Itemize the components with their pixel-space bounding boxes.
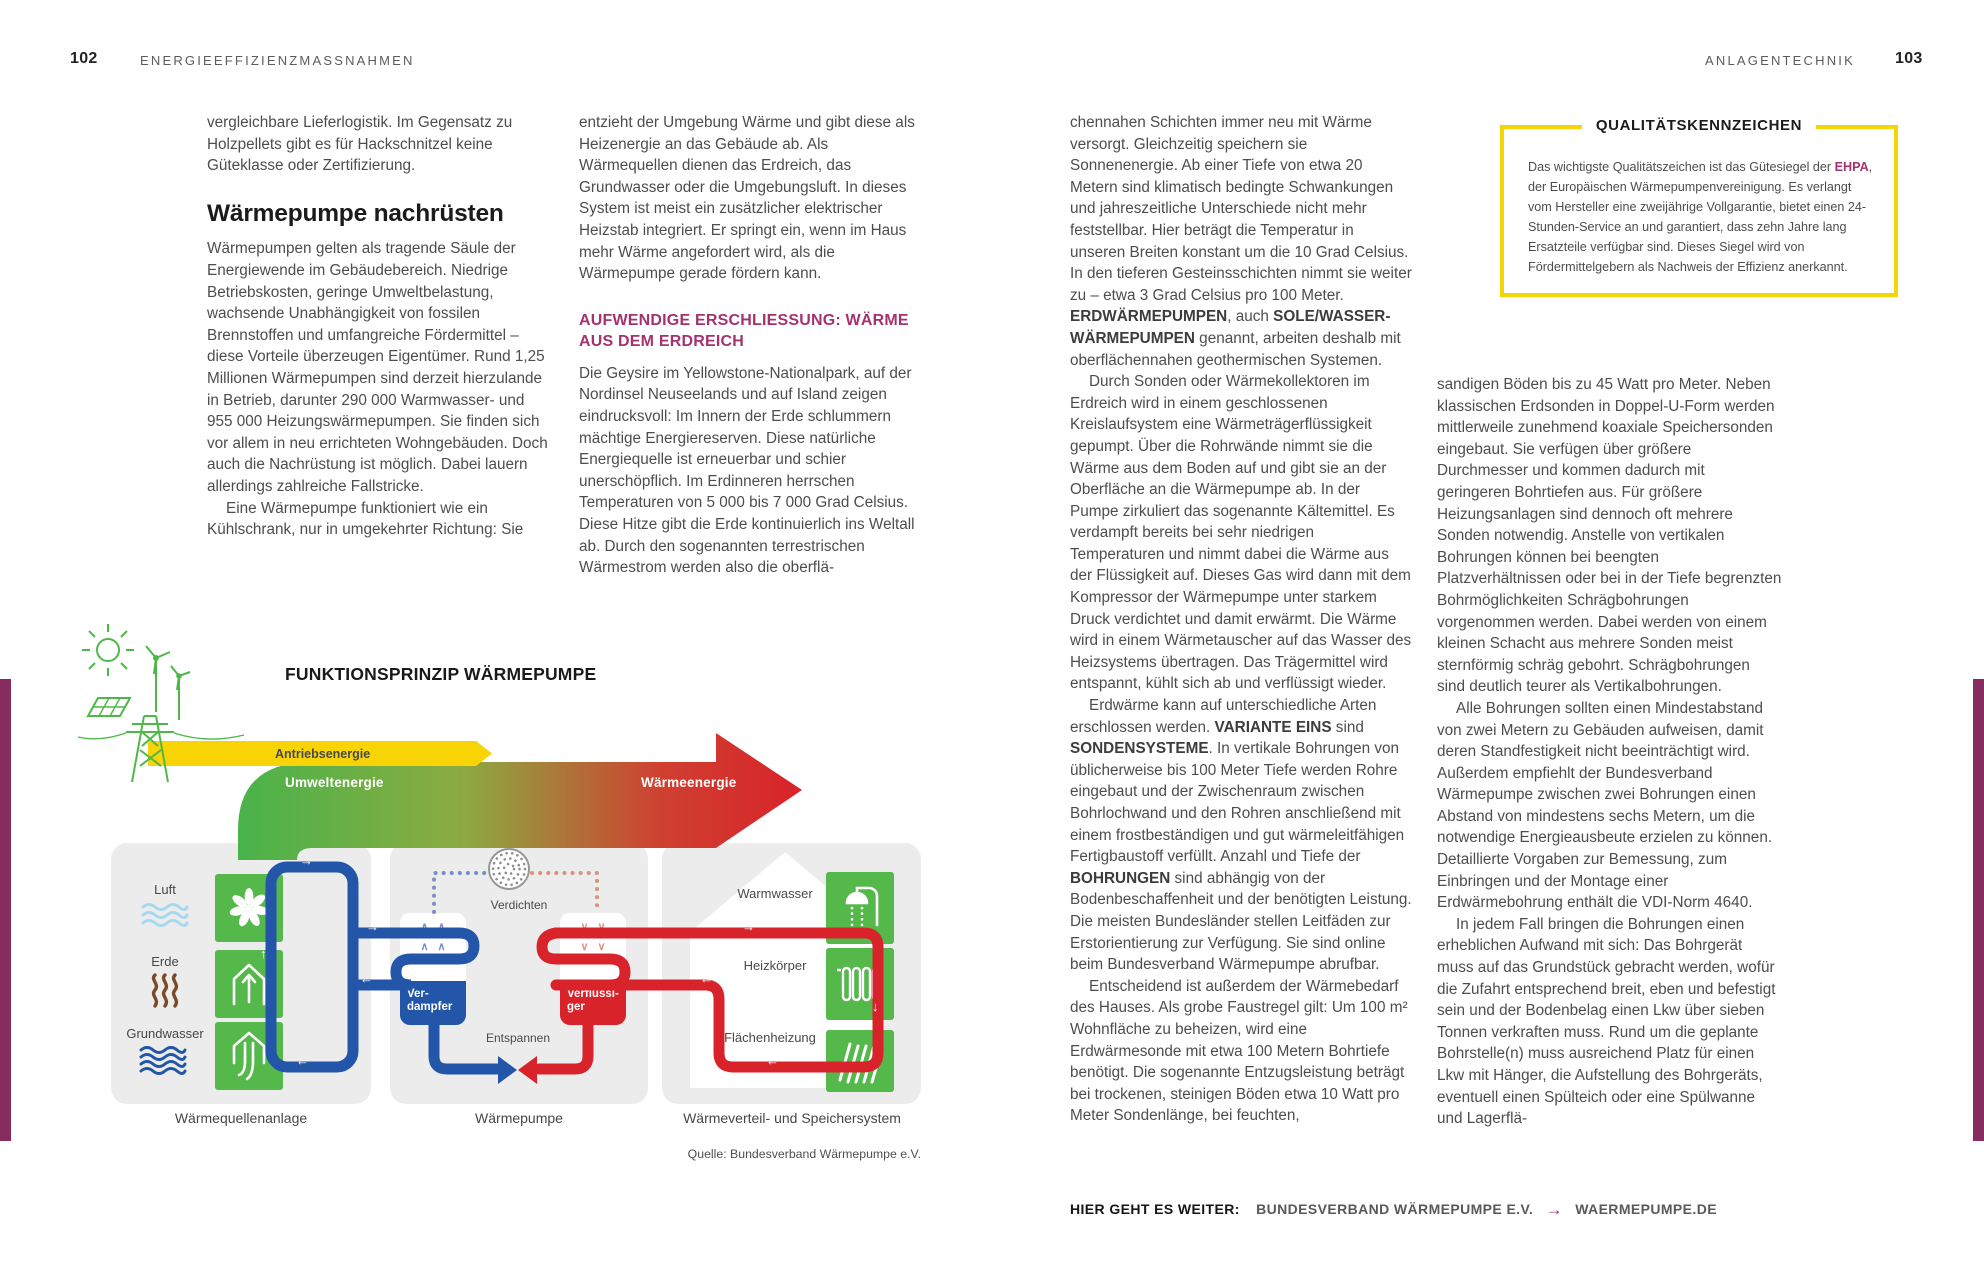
flow-arrow-icon: ← bbox=[700, 971, 713, 986]
refrigerant-pipe-cold bbox=[434, 1021, 497, 1069]
hot-water-label: Warmwasser bbox=[737, 886, 813, 901]
condenser-coil-pipe bbox=[542, 933, 625, 985]
dist-box-caption: Wärmeverteil- und Speichersystem bbox=[683, 1110, 901, 1126]
footer-lead-label: HIER GEHT ES WEITER: bbox=[1070, 1201, 1240, 1217]
text-run: , auch bbox=[1227, 308, 1274, 326]
refrigerant-pipe-hot bbox=[539, 1021, 588, 1069]
evaporator-chevrons: ∧∧ bbox=[420, 941, 455, 953]
section-label-right: ANLAGENTECHNIK bbox=[1705, 53, 1855, 68]
section-label-left: ENERGIEEFFIZIENZMASSNAHMEN bbox=[140, 53, 415, 68]
ehpa-label: EHPA bbox=[1834, 160, 1869, 174]
footer-org-label: BUNDESVERBAND WÄRMEPUMPE E.V. bbox=[1256, 1201, 1534, 1217]
floor-heating-label: Flächenheizung bbox=[724, 1030, 816, 1045]
footer-arrow-icon: → bbox=[1545, 1200, 1563, 1219]
text-run-bold: VARIANTE EINS bbox=[1214, 718, 1332, 736]
compress-label: Verdichten bbox=[490, 898, 548, 912]
flow-arrow-icon: ← bbox=[766, 1053, 779, 1068]
paragraph: vergleichbare Lieferlogistik. Im Gegensatz zu Holzpellets gibt es für Hackschnitzel keine Güteklasse oder Zertifizierung. bbox=[207, 114, 513, 175]
valve-blue-triangle bbox=[498, 1056, 517, 1084]
footer-url-link[interactable]: WAERMEPUMPE.DE bbox=[1575, 1201, 1717, 1217]
air-label: Luft bbox=[154, 882, 176, 897]
drive-energy-label: Antriebsenergie bbox=[275, 747, 371, 761]
paragraph: Alle Bohrungen sollten einen Mindestabstand von zwei Metern zu Gebäuden aufweisen, damit deren Standfestigkeit nicht beeinträchtigt wird. Außerdem empfiehlt der Bundesverband Wärmepumpe zwischen zwei Bohrungen einen Abstand von mindestens sechs Metern, um die notwendige Energieausbeute erzielen zu können. Detaillierte Vorgaben zur Bemessung, zum Einbringen und der Montage einer Erdwärmebohrung enthält die VDI-Norm 4640. bbox=[1437, 699, 1773, 912]
condenser-chevrons: ∨∨ bbox=[580, 941, 615, 953]
condenser-chevrons: ∨∨ bbox=[580, 921, 615, 933]
paragraph: Eine Wärmepumpe funktioniert wie ein Kühlschrank, nur in umgekehrter Richtung: Sie bbox=[207, 499, 524, 539]
earth-label: Erde bbox=[151, 954, 179, 969]
environment-energy-label: Umweltenergie bbox=[285, 775, 384, 790]
heating-circuit-pipe bbox=[556, 933, 878, 1067]
text-run: sind bbox=[1331, 718, 1364, 736]
paragraph: Wärmepumpen gelten als tragende Säule der Energiewende im Gebäudebereich. Niedrige Betriebskosten, geringe Umweltbelastung, wachsende Unabhängigkeit von fossilen Brennstoffen und umfangreiche Fördermittel – diese Vorteile überzeugen Eigentümer. Rund 1,25 Millionen Wärmepumpen sind derzeit hierzulande in Betrieb, darunter 290 000 Warmwasser- und 955 000 Heizungswärmepumpen. Sie finden sich vor allem in neu errichteten Wohngebäuden. Doch auch die Nachrüstung ist möglich. Dabei lauern allerdings zahlreiche Fallstricke. bbox=[207, 240, 548, 495]
flow-arrow-icon: → bbox=[300, 853, 313, 868]
paragraph: entzieht der Umgebung Wärme und gibt diese als Heizenergie an das Gebäude ab. Als Wärmequellen dienen das Erdreich, das Grundwasser oder die Umgebungsluft. In dieses System ist meist ein zusätzlicher elektrischer Heizstab integriert. Er springt ein, wenn im Haus mehr Wärme angefordert wird, als die Wärmepumpe gerade fördern kann. bbox=[579, 114, 915, 283]
pump-box-caption: Wärmepumpe bbox=[475, 1110, 563, 1126]
flow-arrow-icon: → bbox=[366, 919, 379, 934]
flow-arrow-icon: ↑ bbox=[260, 946, 267, 961]
sun-icon bbox=[82, 624, 134, 676]
magenta-subhead: AUFWENDIGE ERSCHLIESSUNG: WÄRME AUS DEM ERDREICH bbox=[579, 311, 909, 350]
groundwater-label: Grundwasser bbox=[126, 1026, 204, 1041]
diagram-source-credit: Quelle: Bundesverband Wärmepumpe e.V. bbox=[687, 1147, 921, 1161]
power-pylon-icon bbox=[78, 716, 244, 782]
water-waves-icon bbox=[139, 1046, 187, 1076]
paragraph: sandigen Böden bis zu 45 Watt pro Meter. Neben klassischen Erdsonden in Doppel-U-Form werden mittlerweile zunehmend koaxiale Speichersonden eingebaut. Sie verfügen über größere Durchmesser und kommen dadurch mit geringeren Bohrtiefen aus. Für größere Heizungsanlagen sind dennoch oft mehrere Sonden notwendig. Anstelle von vertikalen Bohrungen können bei beengten Platzverhältnissen oder bei in der Tiefe begrenzten Bohrmöglichkeiten Schrägbohrungen vorgenommen werden. Dabei werden von einem kleinen Schacht aus mehrere Sonden meist sternförmig schräg gebohrt. Schrägbohrungen sind deutlich teurer als Vertikalbohrungen. bbox=[1437, 376, 1782, 696]
text-run: dampfer bbox=[407, 1001, 453, 1013]
evaporator-chevrons: ∧∧ bbox=[420, 921, 455, 933]
text-run: chennahen Schichten immer neu mit Wärme versorgt. Gleichzeitig speichern sie Sonnenenergie. Ab einer Tiefe von etwa 20 Metern sind klimatisch bedingte Schwankungen und jahreszeitliche Unterschiede nicht mehr feststellbar. Hier beträgt die Temperatur in unseren Breiten konstant um die 10 Grad Celsius. In den tieferen Gesteinsschichten nimmt sie weiter zu – etwa 3 Grad Celsius pro 100 Meter. bbox=[1070, 114, 1412, 304]
brine-loop-pipe bbox=[271, 867, 353, 1067]
flow-arrow-icon: ← bbox=[360, 971, 373, 986]
renewables-illustration bbox=[76, 620, 246, 785]
expand-label: Entspannen bbox=[485, 1031, 551, 1045]
text-run-bold: BOHRUNGEN bbox=[1070, 869, 1171, 887]
flow-arrow-icon: ← bbox=[296, 1053, 309, 1068]
text-run: ger bbox=[567, 1001, 585, 1013]
text-run: Verflüssi- bbox=[567, 988, 619, 1000]
text-run-bold: SOLE/WASSER-WÄRMEPUMPEN bbox=[1070, 308, 1391, 347]
valve-red-triangle bbox=[518, 1056, 537, 1084]
air-waves-icon bbox=[141, 902, 189, 928]
page-number-right: 103 bbox=[1895, 50, 1923, 67]
text-run: Ver- bbox=[407, 988, 429, 1000]
article-heading: Wärmepumpe nachrüsten bbox=[207, 199, 504, 227]
page-number-left: 102 bbox=[70, 50, 98, 67]
text-run: . In vertikale Bohrungen von üblicherweise bis 100 Meter Tiefe werden Rohre eingebaut und der Zwischenraum zwischen Bohrlochwand und den Rohren anschließend mit einem frostbeständigen und gut wärmeleitfähigen Fertigbaustoff verfüllt. Anzahl und Tiefe der bbox=[1070, 740, 1405, 866]
paragraph: Durch Sonden oder Wärmekollektoren im Erdreich wird in einem geschlossenen Kreislaufsystem eine Wärmeträgerflüssigkeit gepumpt. Über die Rohrwände nimmt sie die Wärme aus dem Boden auf und gibt sie an der Oberfläche an die Wärmepumpe ab. In der Pumpe zirkuliert das sogenannte Kältemittel. Es verdampft bereits bei sehr niedrigen Temperaturen und nimmt dabei die Wärme aus der Flüssigkeit auf. Dieses Gas wird dann mit dem Kompressor der Wärmepumpe unter starkem Druck verdichtet und damit erwärmt. Die Wärme wird in einem Wärmetauscher auf das Wasser des Heizsystems übertragen. Das Trägermittel wird entspannt, kühlt sich ab und verflüssigt wieder. bbox=[1070, 373, 1412, 693]
expansion-valve-icon bbox=[498, 1056, 538, 1084]
paragraph: Entscheidend ist außerdem der Wärmebedarf des Hauses. Als grobe Faustregel gilt: Um 100 m² Wohnfläche zu beheizen, wird eine Erdwärmesonde mit etwa 100 Metern Bohrtiefe benötigt. Die sogenannte Entzugsleistung beträgt bei trockenen, steinigen Böden etwa 10 Watt pro Meter Sondenlänge, bei feuchten, bbox=[1070, 977, 1408, 1125]
paragraph: Die Geysire im Yellowstone-Nationalpark, auf der Nordinsel Neuseelands und auf Island zeigen eindrucksvoll: Im Innern der Erde schlummern mächtige Energiereserven. Diese natürliche Energiequelle ist erneuerbar und schier unerschöpflich. Im Erdinneren herrschen Temperaturen von 5 000 bis 7 000 Grad Celsius. Diese Hitze gibt die Erde kontinuierlich ins Weltall ab. Durch den sogenannten terrestrischen Wärmestrom werden also die oberflä- bbox=[579, 364, 915, 577]
compressor-spiral-icon bbox=[489, 849, 529, 889]
text-run: genannt, arbeiten deshalb mit oberflächennahen geothermischen Systemen. bbox=[1070, 329, 1401, 369]
source-box-caption: Wärmequellenanlage bbox=[174, 1110, 308, 1126]
wind-turbine-icon bbox=[146, 646, 190, 720]
text-run: Erdwärme kann auf unterschiedliche Arten erschlossen werden. bbox=[1070, 697, 1377, 736]
text-run: , der Europäischen Wärmepumpenvereinigung. Es verlangt vom Hersteller eine zweijährige Vollgarantie, bietet einen 24-Stunden-Service an und garantiert, dass zehn Jahre lang Ersatzteile verfügbar sind. Dieses Siegel wird von Fördermittelgebern als Nachweis der Effizienz anerkannt. bbox=[1528, 160, 1873, 274]
text-run: Das wichtigste Qualitätszeichen ist das Gütesiegel der bbox=[1528, 160, 1835, 174]
earth-waves-icon bbox=[148, 972, 182, 1010]
diagram-title: FUNKTIONSPRINZIP WÄRMEPUMPE bbox=[285, 664, 597, 684]
infobox-title: QUALITÄTSKENNZEICHEN bbox=[1582, 116, 1816, 136]
text-run-bold: SONDENSYSTEME bbox=[1070, 740, 1209, 758]
text-run-bold: ERDWÄRMEPUMPEN bbox=[1070, 308, 1228, 326]
paragraph: In jedem Fall bringen die Bohrungen einen erheblichen Aufwand mit sich: Das Bohrgerät muss auf das Grundstück gebracht werden, wofür die Zufahrt entsprechend breit, eben und befestigt sein und der Bodenbelag einen Lkw über sieben Tonnen verkraften muss. Rund um die geplante Bohrstelle(n) muss ausreichend Platz für einen Lkw mit Hänger, die Aufstellung des Bohrgeräts, eventuell einen Spülteich oder eine Spülwanne und Lagerflä- bbox=[1437, 915, 1776, 1128]
radiator-label: Heizkörper bbox=[743, 958, 807, 973]
text-run: sind abhängig von der Bodenbeschaffenheit und der benötigten Leistung. Die meisten Bundesländer stellen Leitfäden zur Erstorientierung zur Verfügung. Sie sind online beim Bundesverband Wärmepumpe abrufbar. bbox=[1070, 869, 1412, 974]
flow-arrow-icon: ↓ bbox=[872, 999, 879, 1014]
solar-panel-icon bbox=[88, 698, 130, 716]
heat-energy-label: Wärmeenergie bbox=[641, 775, 737, 790]
flow-arrow-icon: → bbox=[742, 919, 755, 934]
